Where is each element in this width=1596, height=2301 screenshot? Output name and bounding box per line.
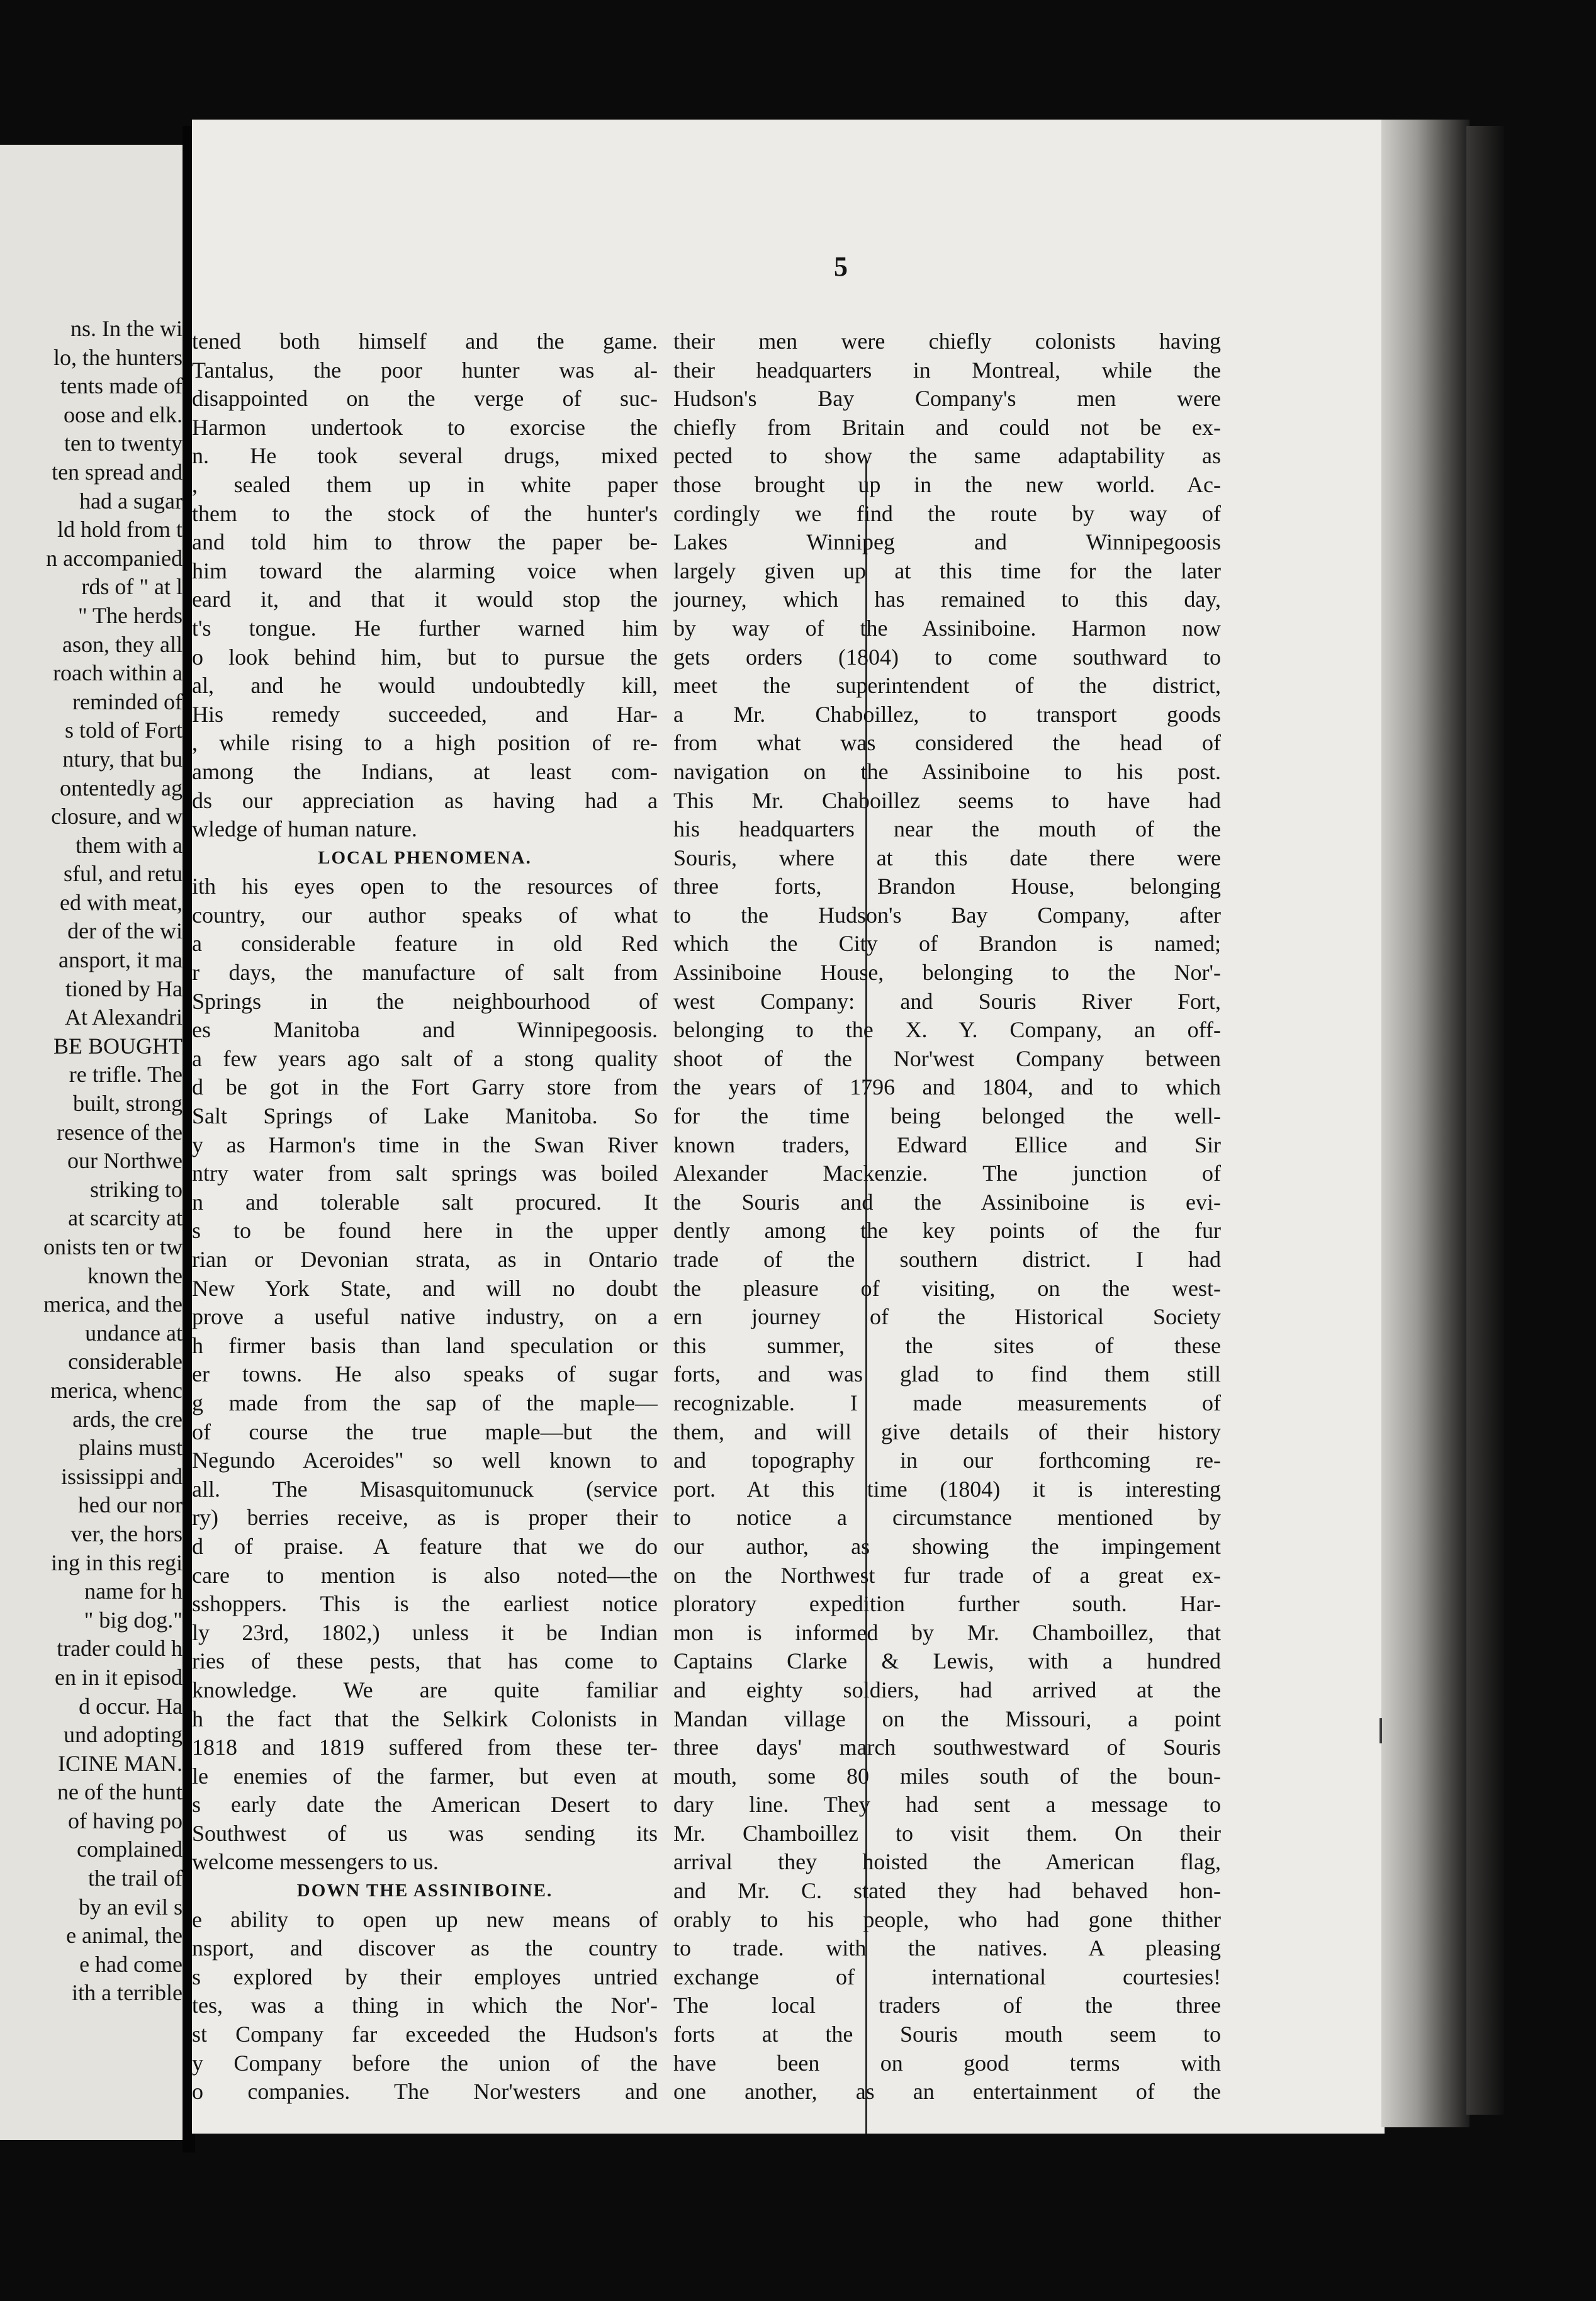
- fragment-line: " big dog.": [84, 1607, 183, 1633]
- text-line: his headquarters near the mouth of the: [673, 816, 1221, 842]
- fragment-line: ansport, it ma: [59, 947, 183, 973]
- fragment-line: of having po: [68, 1808, 183, 1833]
- text-line: to trade. with the natives. A pleasing: [673, 1935, 1221, 1961]
- fragment-line: " The herds: [78, 602, 183, 628]
- text-line: disappointed on the verge of suc-: [192, 386, 658, 412]
- text-line: Salt Springs of Lake Manitoba. So: [192, 1103, 658, 1129]
- fragment-line: at scarcity at: [68, 1205, 183, 1231]
- fragment-line: the trail of: [88, 1865, 183, 1891]
- text-line: three forts, Brandon House, belonging: [673, 874, 1221, 899]
- fragment-line: ten spread and: [52, 459, 183, 485]
- fragment-line: ICINE MAN.: [58, 1750, 183, 1776]
- text-line: rian or Devonian strata, as in Ontario: [192, 1247, 658, 1272]
- text-line: mon is informed by Mr. Chamboillez, that: [673, 1619, 1221, 1645]
- fragment-line: n accompanied: [46, 545, 183, 571]
- fragment-line: ith a terrible: [72, 1980, 183, 2006]
- fragment-line: resence of the: [57, 1119, 183, 1145]
- text-line: welcome messengers to us.: [192, 1849, 439, 1875]
- text-line: tes, was a thing in which the Nor'-: [192, 1993, 658, 2018]
- text-line: arrival they hoisted the American flag,: [673, 1849, 1221, 1875]
- text-line: Souris, where at this date there were: [673, 845, 1221, 870]
- text-line: d of praise. A feature that we do: [192, 1533, 658, 1559]
- fragment-line: ld hold from t: [57, 517, 183, 543]
- text-line: a considerable feature in old Red: [192, 931, 658, 957]
- text-line: forts at the Souris mouth seem to: [673, 2022, 1221, 2047]
- text-line: , while rising to a high position of re-: [192, 730, 658, 756]
- text-line: Hudson's Bay Company's men were: [673, 386, 1221, 412]
- fragment-line: ntury, that bu: [62, 746, 183, 772]
- fragment-line: der of the wi: [67, 918, 183, 944]
- fragment-line: closure, and w: [51, 804, 183, 830]
- fragment-line: merica, whenc: [50, 1377, 183, 1403]
- text-line: their headquarters in Montreal, while the: [673, 357, 1221, 383]
- text-line: ntry water from salt springs was boiled: [192, 1161, 658, 1186]
- text-line: care to mention is also noted—the: [192, 1562, 658, 1588]
- fragment-line: ed with meat,: [60, 889, 183, 915]
- right-column: [673, 327, 1221, 2107]
- text-line: Negundo Aceroides" so well known to: [192, 1448, 658, 1473]
- fragment-line: re trifle. The: [69, 1062, 183, 1088]
- fragment-line: tioned by Ha: [65, 976, 183, 1001]
- text-line: ds our appreciation as having had a: [192, 787, 658, 813]
- fragment-line: ver, the hors: [70, 1521, 183, 1546]
- text-line: wledge of human nature.: [192, 816, 417, 842]
- text-line: Springs in the neighbourhood of: [192, 988, 658, 1014]
- text-line: forts, and was glad to find them still: [673, 1361, 1221, 1387]
- fragment-line: reminded of: [72, 689, 183, 714]
- text-line: g made from the sap of the maple—: [192, 1390, 658, 1415]
- left-page-text: [0, 315, 183, 2008]
- text-line: sshoppers. This is the earliest notice: [192, 1591, 658, 1617]
- text-line: to the Hudson's Bay Company, after: [673, 902, 1221, 928]
- fragment-line: lo, the hunters: [53, 344, 183, 370]
- text-line: trade of the southern district. I had: [673, 1247, 1221, 1272]
- text-line: the Souris and the Assiniboine is evi-: [673, 1189, 1221, 1215]
- text-line: country, our author speaks of what: [192, 902, 658, 928]
- text-line: Southwest of us was sending its: [192, 1820, 658, 1846]
- text-line: and Mr. C. stated they had behaved hon-: [673, 1878, 1221, 1904]
- page-stack-edge: [1381, 120, 1470, 2127]
- fragment-line: oose and elk.: [64, 402, 183, 427]
- text-line: this summer, the sites of these: [673, 1332, 1221, 1358]
- fragment-line: undance at: [85, 1320, 183, 1346]
- text-line: the years of 1796 and 1804, and to which: [673, 1074, 1221, 1100]
- text-line: a few years ago salt of a stong quality: [192, 1045, 658, 1071]
- text-line: port. At this time (1804) it is interesting: [673, 1476, 1221, 1502]
- text-line: shoot of the Nor'west Company between: [673, 1045, 1221, 1071]
- text-line: n and tolerable salt procured. It: [192, 1189, 658, 1215]
- text-line: er towns. He also speaks of sugar: [192, 1361, 658, 1387]
- text-line: es Manitoba and Winnipegoosis.: [192, 1017, 658, 1043]
- text-line: for the time being belonged the well-: [673, 1103, 1221, 1129]
- text-line: dently among the key points of the fur: [673, 1218, 1221, 1244]
- text-line: This Mr. Chaboillez seems to have had: [673, 787, 1221, 813]
- text-line: to notice a circumstance mentioned by: [673, 1505, 1221, 1531]
- margin-mark: [1380, 1718, 1382, 1743]
- text-line: His remedy succeeded, and Har-: [192, 701, 658, 727]
- fragment-line: name for h: [84, 1578, 183, 1604]
- text-line: prove a useful native industry, on a: [192, 1304, 658, 1330]
- fragment-line: d occur. Ha: [79, 1693, 183, 1719]
- page-number: 5: [834, 251, 848, 282]
- text-line: Mr. Chamboillez to visit them. On their: [673, 1820, 1221, 1846]
- text-line: pected to show the same adaptability as: [673, 443, 1221, 469]
- text-line: o companies. The Nor'westers and: [192, 2079, 658, 2105]
- text-line: chiefly from Britain and could not be ex-: [673, 414, 1221, 440]
- fragment-line: ards, the cre: [72, 1406, 183, 1432]
- text-line: meet the superintendent of the district,: [673, 673, 1221, 699]
- text-line: eard it, and that it would stop the: [192, 587, 658, 612]
- fragment-line: plains must: [78, 1435, 183, 1461]
- fragment-line: sful, and retu: [64, 861, 183, 887]
- text-line: nsport, and discover as the country: [192, 1935, 658, 1961]
- fragment-line: und adopting: [64, 1722, 183, 1748]
- text-line: ries of these pests, that has come to: [192, 1648, 658, 1674]
- text-line: him toward the alarming voice when: [192, 558, 658, 583]
- text-line: belonging to the X. Y. Company, an off-: [673, 1017, 1221, 1043]
- fragment-line: rds of " at l: [81, 574, 183, 600]
- text-line: Assiniboine House, belonging to the Nor'-: [673, 960, 1221, 986]
- fragment-line: our Northwe: [67, 1148, 183, 1174]
- left-column: [192, 327, 658, 2107]
- text-line: s explored by their employes untried: [192, 1964, 658, 1989]
- text-line: r days, the manufacture of salt from: [192, 960, 658, 986]
- text-line: mouth, some 80 miles south of the boun-: [673, 1763, 1221, 1789]
- fragment-line: merica, and the: [43, 1291, 183, 1317]
- fragment-line: e had come: [79, 1951, 183, 1977]
- text-line: y Company before the union of the: [192, 2050, 658, 2076]
- fragment-line: ing in this regi: [51, 1550, 183, 1575]
- fragment-line: ns. In the wi: [70, 316, 183, 341]
- text-line: one another, as an entertainment of the: [673, 2079, 1221, 2105]
- text-line: gets orders (1804) to come southward to: [673, 644, 1221, 670]
- text-line: from what was considered the head of: [673, 730, 1221, 756]
- text-line: by way of the Assiniboine. Harmon now: [673, 615, 1221, 641]
- fragment-line: ississippi and: [60, 1463, 183, 1489]
- text-line: on the Northwest fur trade of a great ex-: [673, 1562, 1221, 1588]
- text-line: ry) berries receive, as is proper their: [192, 1505, 658, 1531]
- text-line: st Company far exceeded the Hudson's: [192, 2022, 658, 2047]
- text-line: known traders, Edward Ellice and Sir: [673, 1132, 1221, 1157]
- text-line: d be got in the Fort Garry store from: [192, 1074, 658, 1100]
- fragment-line: e animal, the: [66, 1923, 183, 1949]
- text-line: ploratory expedition further south. Har-: [673, 1591, 1221, 1617]
- text-line: le enemies of the farmer, but even at: [192, 1763, 658, 1789]
- text-line: west Company: and Souris River Fort,: [673, 988, 1221, 1014]
- text-line: which the City of Brandon is named;: [673, 931, 1221, 957]
- text-line: recognizable. I made measurements of: [673, 1390, 1221, 1415]
- fragment-line: considerable: [68, 1349, 183, 1375]
- section-heading: LOCAL PHENOMENA.: [318, 847, 532, 868]
- text-line: Alexander Mackenzie. The junction of: [673, 1161, 1221, 1186]
- fragment-line: hed our nor: [78, 1492, 183, 1518]
- main-page: [192, 120, 1385, 2134]
- text-line: tened both himself and the game.: [192, 329, 658, 354]
- text-line: y as Harmon's time in the Swan River: [192, 1132, 658, 1157]
- text-line: them, and will give details of their history: [673, 1419, 1221, 1444]
- text-line: cordingly we find the route by way of: [673, 500, 1221, 526]
- text-line: s to be found here in the upper: [192, 1218, 658, 1244]
- text-line: ly 23rd, 1802,) unless it be Indian: [192, 1619, 658, 1645]
- fragment-line: trader could h: [57, 1636, 183, 1662]
- text-line: three days' march southwestward of Souris: [673, 1735, 1221, 1760]
- text-line: their men were chiefly colonists having: [673, 329, 1221, 354]
- text-line: and told him to throw the paper be-: [192, 529, 658, 555]
- text-line: s early date the American Desert to: [192, 1792, 658, 1818]
- text-line: our author, as showing the impingement: [673, 1533, 1221, 1559]
- text-line: h firmer basis than land speculation or: [192, 1332, 658, 1358]
- fragment-line: by an evil s: [79, 1894, 183, 1920]
- fragment-line: ontentedly ag: [60, 775, 183, 801]
- fragment-line: onists ten or tw: [43, 1234, 183, 1259]
- fragment-line: known the: [87, 1263, 183, 1288]
- text-line: , sealed them up in white paper: [192, 471, 658, 497]
- fragment-line: them with a: [76, 832, 183, 858]
- fragment-line: built, strong: [72, 1091, 183, 1117]
- text-line: exchange of international courtesies!: [673, 1964, 1221, 1989]
- fragment-line: en in it episod: [55, 1664, 183, 1690]
- text-line: them to the stock of the hunter's: [192, 500, 658, 526]
- text-line: Captains Clarke & Lewis, with a hundred: [673, 1648, 1221, 1674]
- text-line: orably to his people, who had gone thither: [673, 1906, 1221, 1932]
- fragment-line: BE BOUGHT: [53, 1033, 183, 1059]
- fragment-line: At Alexandri: [65, 1004, 183, 1030]
- fragment-line: complained: [77, 1837, 183, 1862]
- text-line: e ability to open up new means of: [192, 1906, 658, 1932]
- text-line: n. He took several drugs, mixed: [192, 443, 658, 469]
- text-line: the pleasure of visiting, on the west-: [673, 1275, 1221, 1301]
- text-line: all. The Misasquitomunuck (service: [192, 1476, 658, 1502]
- text-line: those brought up in the new world. Ac-: [673, 471, 1221, 497]
- text-line: dary line. They had sent a message to: [673, 1792, 1221, 1818]
- text-line: h the fact that the Selkirk Colonists in: [192, 1706, 658, 1731]
- text-line: of course the true maple—but the: [192, 1419, 658, 1444]
- text-line: knowledge. We are quite familiar: [192, 1677, 658, 1702]
- fragment-line: had a sugar: [79, 488, 183, 514]
- text-line: among the Indians, at least com-: [192, 758, 658, 784]
- text-line: The local traders of the three: [673, 1993, 1221, 2018]
- left-page-fragment: [0, 145, 186, 2140]
- text-line: t's tongue. He further warned him: [192, 615, 658, 641]
- section-heading: DOWN THE ASSINIBOINE.: [296, 1881, 553, 1901]
- text-line: Mandan village on the Missouri, a point: [673, 1706, 1221, 1731]
- fragment-line: ason, they all: [62, 631, 183, 657]
- fragment-line: s told of Fort: [64, 717, 183, 743]
- text-line: navigation on the Assiniboine to his post.: [673, 758, 1221, 784]
- text-line: a Mr. Chaboillez, to transport goods: [673, 701, 1221, 727]
- text-line: Lakes Winnipeg and Winnipegoosis: [673, 529, 1221, 555]
- text-line: and eighty soldiers, had arrived at the: [673, 1677, 1221, 1702]
- text-line: largely given up at this time for the later: [673, 558, 1221, 583]
- text-line: ern journey of the Historical Society: [673, 1304, 1221, 1330]
- fragment-line: roach within a: [53, 660, 183, 686]
- text-line: have been on good terms with: [673, 2050, 1221, 2076]
- text-line: journey, which has remained to this day,: [673, 587, 1221, 612]
- fragment-line: ne of the hunt: [57, 1779, 183, 1805]
- text-line: al, and he would undoubtedly kill,: [192, 673, 658, 699]
- text-line: 1818 and 1819 suffered from these ter-: [192, 1735, 658, 1760]
- text-line: and topography in our forthcoming re-: [673, 1448, 1221, 1473]
- text-line: New York State, and will no doubt: [192, 1275, 658, 1301]
- text-line: o look behind him, but to pursue the: [192, 644, 658, 670]
- text-line: Harmon undertook to exorcise the: [192, 414, 658, 440]
- fragment-line: striking to: [89, 1176, 183, 1202]
- text-line: ith his eyes open to the resources of: [192, 874, 658, 899]
- fragment-line: tents made of: [60, 373, 183, 399]
- text-line: Tantalus, the poor hunter was al-: [192, 357, 658, 383]
- fragment-line: ten to twenty: [64, 430, 183, 456]
- page-stack-shadow: [1466, 126, 1504, 2115]
